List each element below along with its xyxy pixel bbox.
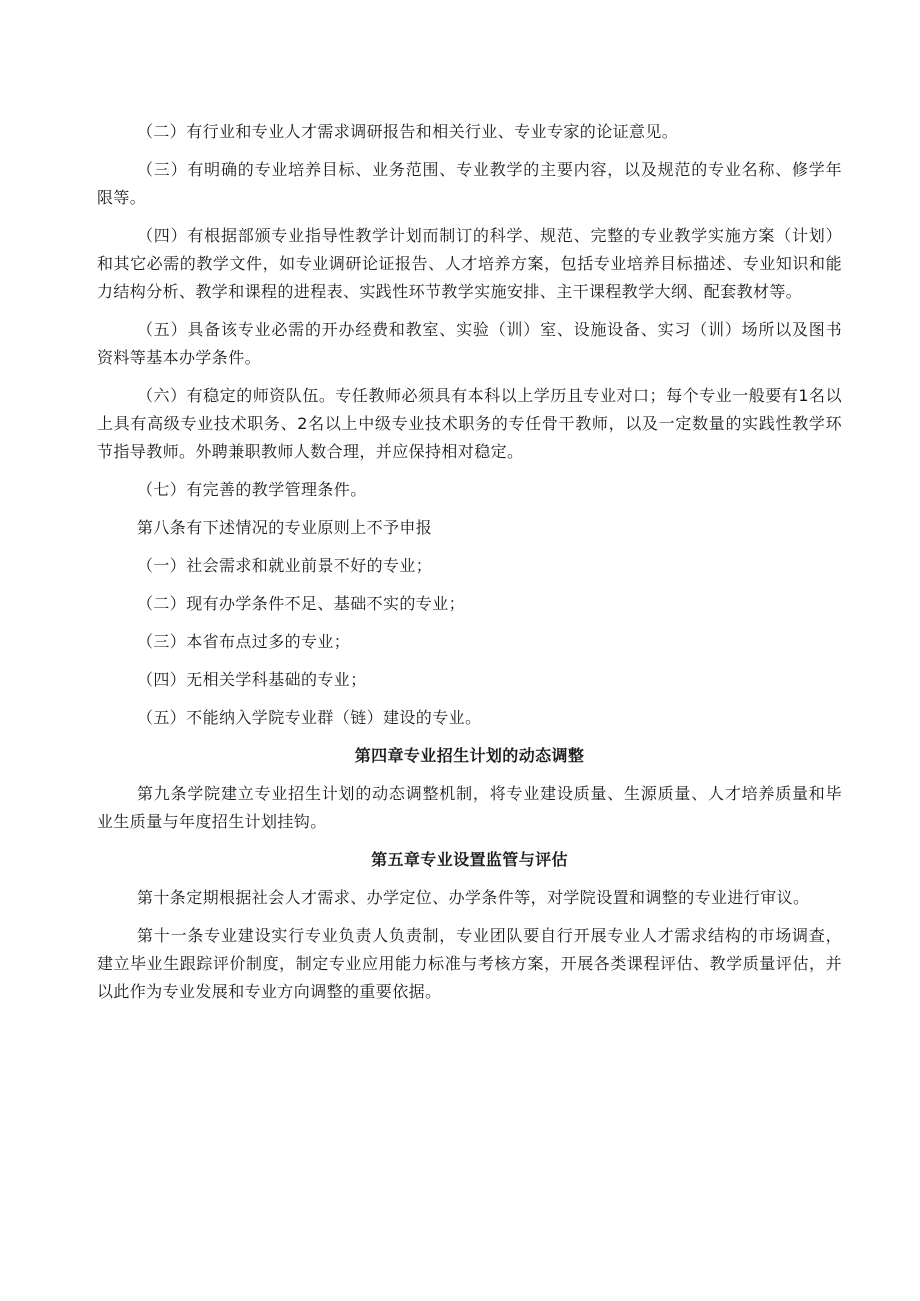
chapter-5-title: 第五章专业设置监管与评估 — [371, 850, 568, 869]
chapter-4-title: 第四章专业招生计划的动态调整 — [354, 746, 585, 765]
clause-item-2: （二）有行业和专业人才需求调研报告和相关行业、专业专家的论证意见。 — [137, 122, 679, 141]
article-10: 第十条定期根据社会人才需求、办学定位、办学条件等，对学院设置和调整的专业进行审议。 — [137, 888, 810, 907]
article-8-item-1: （一）社会需求和就业前景不好的专业； — [137, 556, 433, 575]
clause-item-4: （四）有根据部颁专业指导性教学计划而制订的科学、规范、完整的专业教学实施方案（计划）和其它必需的教学文件，如专业调研论证报告、人才培养方案，包括专业培养目标描述、专业知识和能力结构分析、教学和课程的进程表、实践性环节教学实施安排、主干课程教学大纲、配套教材等。 — [97, 226, 842, 301]
article-8-item-3: （三）本省布点过多的专业； — [137, 632, 351, 651]
article-11: 第十一条专业建设实行专业负责人负责制，专业团队要自行开展专业人才需求结构的市场调查，建立毕业生跟踪评价制度，制定专业应用能力标准与考核方案，开展各类课程评估、教学质量评估，并以此作为专业发展和专业方向调整的重要依据。 — [97, 926, 842, 1001]
clause-item-7: （七）有完善的教学管理条件。 — [137, 480, 367, 499]
article-9: 第九条学院建立专业招生计划的动态调整机制，将专业建设质量、生源质量、人才培养质量和毕业生质量与年度招生计划挂钩。 — [97, 784, 842, 831]
article-8-item-5: （五）不能纳入学院专业群（链）建设的专业。 — [137, 708, 482, 727]
clause-item-3: （三）有明确的专业培养目标、业务范围、专业教学的主要内容，以及规范的专业名称、修学年限等。 — [97, 160, 842, 207]
clause-item-5: （五）具备该专业必需的开办经费和教室、实验（训）室、设施设备、实习（训）场所以及图书资料等基本办学条件。 — [97, 320, 842, 367]
clause-item-6: （六）有稳定的师资队伍。专任教师必须具有本科以上学历且专业对口；每个专业一般要有1名以上具有高级专业技术职务、2名以上中级专业技术职务的专任骨干教师，以及一定数量的实践性教学环节指导教师。外聘兼职教师人数合理，并应保持相对稳定。 — [97, 386, 842, 461]
article-8: 第八条有下述情况的专业原则上不予申报 — [137, 518, 433, 537]
article-8-item-4: （四）无相关学科基础的专业； — [137, 670, 367, 689]
document-body — [97, 118, 842, 1016]
article-8-item-2: （二）现有办学条件不足、基础不实的专业； — [137, 594, 466, 613]
